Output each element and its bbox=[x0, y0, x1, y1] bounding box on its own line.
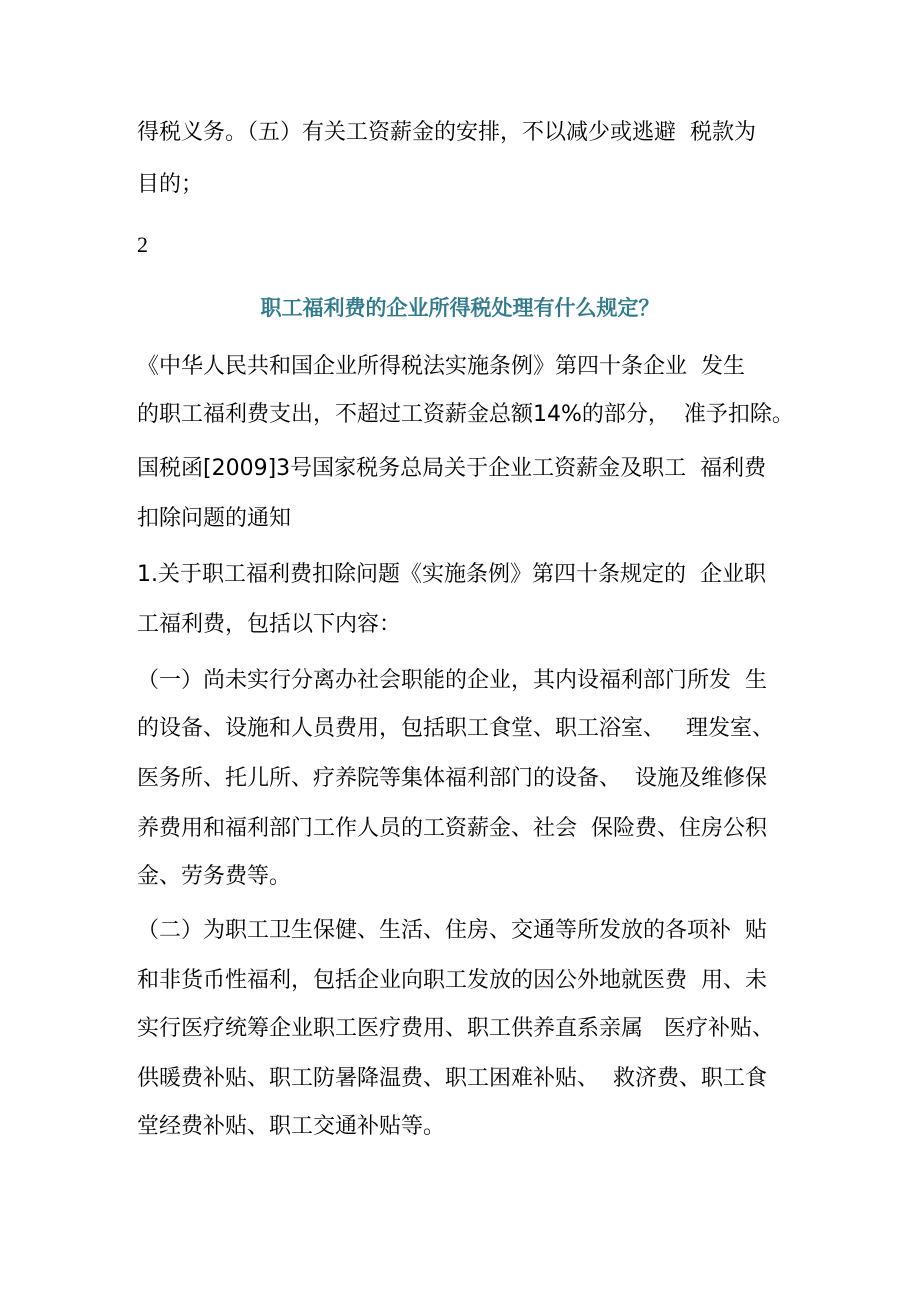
text-line: 扣除问题的通知 bbox=[137, 506, 292, 531]
text-line: 《中华人民共和国企业所得税法实施条例》第四十条企业 发生 bbox=[137, 354, 745, 379]
text-line: 1.关于职工福利费扣除问题《实施条例》第四十条规定的 企业职 bbox=[137, 562, 766, 587]
text-line: 的职工福利费支出，不超过工资薪金总额14%的部分， 准予扣除。 bbox=[137, 402, 794, 427]
text-line: 和非货币性福利，包括企业向职工发放的因公外地就医费 用、未 bbox=[137, 968, 767, 993]
text-line: （一）尚未实行分离办社会职能的企业，其内设福利部门所发 生 bbox=[137, 668, 767, 693]
text-line: 养费用和福利部门工作人员的工资薪金、社会 保险费、住房公积 bbox=[137, 816, 767, 841]
text-line: 医务所、托儿所、疗养院等集体福利部门的设备、 设施及维修保 bbox=[137, 766, 767, 791]
text-line: 目的； bbox=[137, 172, 204, 197]
page-number: 2 bbox=[137, 232, 148, 257]
text-line: 国税函[2009]3号国家税务总局关于企业工资薪金及职工 福利费 bbox=[137, 456, 767, 481]
section-heading: 职工福利费的企业所得税处理有什么规定？ bbox=[260, 296, 660, 320]
text-line: （二）为职工卫生保健、生活、住房、交通等所发放的各项补 贴 bbox=[137, 918, 767, 943]
text-line: 实行医疗统筹企业职工医疗费用、职工供养直系亲属 医疗补贴、 bbox=[137, 1016, 774, 1041]
text-line: 得税义务。（五）有关工资薪金的安排，不以减少或逃避 税款为 bbox=[137, 120, 756, 145]
text-line: 供暖费补贴、职工防暑降温费、职工困难补贴、 救济费、职工食 bbox=[137, 1066, 767, 1091]
text-line: 工福利费，包括以下内容： bbox=[137, 612, 402, 637]
text-line: 堂经费补贴、职工交通补贴等。 bbox=[137, 1114, 446, 1139]
text-line: 金、劳务费等。 bbox=[137, 864, 292, 889]
text-line: 的设备、设施和人员费用，包括职工食堂、职工浴室、 理发室、 bbox=[137, 716, 774, 741]
